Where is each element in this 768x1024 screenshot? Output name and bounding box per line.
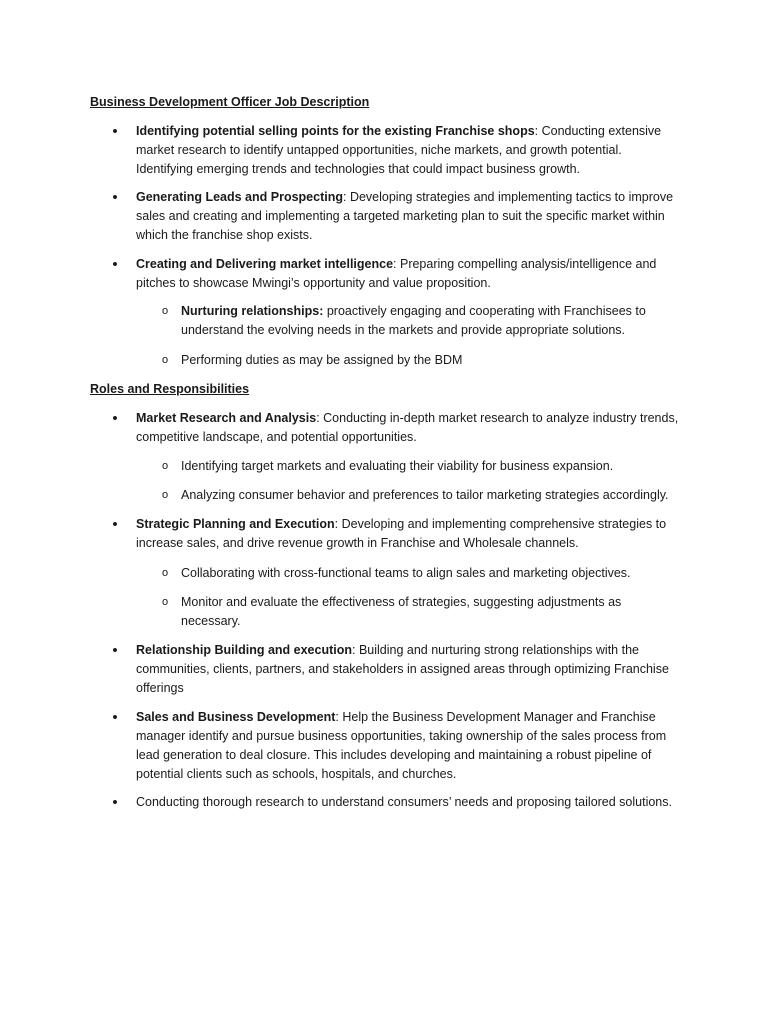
bullet-marker: •	[112, 189, 118, 206]
sub-list-item	[161, 302, 681, 340]
sub-list-item	[161, 457, 681, 476]
list-item	[112, 188, 681, 245]
item-text: : Help the Business Development Manager and Franchise manager identify and pursue business opportunities, taking ownership of the sales process from lead generation to deal closure. This includes developing and maintaining a robust pipeline of potential clients such as schools, hospitals, and churches.	[136, 710, 667, 781]
list-item	[112, 255, 681, 293]
bullet-marker: •	[112, 709, 118, 726]
sub-bullet-marker: o	[161, 489, 169, 501]
item-text: : Building and nurturing strong relationships with the communities, clients, partners, and stakeholders in assigned areas through optimizing Franchise offerings	[136, 643, 669, 695]
item-text: Identifying target markets and evaluating their viability for business expansion.	[181, 459, 614, 473]
item-lead: Generating Leads and Prospecting	[136, 190, 343, 204]
item-text: : Conducting extensive market research to identify untapped opportunities, niche markets, and growth potential. Identifying emerging trends and technologies that could impact business growth.	[136, 124, 662, 176]
item-text: Conducting thorough research to understand consumers’ needs and proposing tailored solutions.	[136, 795, 672, 809]
item-lead: Market Research and Analysis	[136, 411, 317, 425]
item-text: : Developing and implementing comprehensive strategies to increase sales, and drive revenue growth in Franchise and Wholesale channels.	[136, 517, 667, 550]
item-text: : Developing strategies and implementing tactics to improve sales and creating and implementing a targeted marketing plan to suit the specific market within which the franchise shop exists.	[136, 190, 674, 242]
sub-bullet-marker: o	[161, 567, 169, 579]
item-text: Performing duties as may be assigned by the BDM	[181, 353, 463, 367]
sub-bullet-marker: o	[161, 305, 169, 317]
bullet-marker: •	[112, 642, 118, 659]
item-lead: Creating and Delivering market intelligence	[136, 257, 394, 271]
item-text: proactively engaging and cooperating with Franchisees to understand the evolving needs in the markets and provide appropriate solutions.	[181, 304, 646, 337]
item-text: Analyzing consumer behavior and preferences to tailor marketing strategies accordingly.	[181, 488, 669, 502]
list-item	[112, 409, 681, 447]
item-lead: Identifying potential selling points for the existing Franchise shops	[136, 124, 535, 138]
sub-list-item	[161, 593, 681, 631]
bullet-marker: •	[112, 516, 118, 533]
bullet-marker: •	[112, 123, 118, 140]
item-lead: Strategic Planning and Execution	[136, 517, 335, 531]
sub-list-item	[161, 486, 681, 505]
bullet-marker: •	[112, 256, 118, 273]
item-text: : Conducting in-depth market research to analyze industry trends, competitive landscape, and potential opportunities.	[136, 411, 679, 444]
list-item	[112, 641, 681, 698]
sub-list-item	[161, 351, 681, 370]
item-lead: Relationship Building and execution	[136, 643, 352, 657]
bullet-marker: •	[112, 794, 118, 811]
list-item	[112, 122, 681, 179]
item-text: : Preparing compelling analysis/intelligence and pitches to showcase Mwingi’s opportunity and value proposition.	[136, 257, 657, 290]
item-text: Monitor and evaluate the effectiveness of strategies, suggesting adjustments as necessary.	[181, 595, 622, 628]
list-item	[112, 515, 681, 553]
list-item	[112, 793, 681, 812]
item-text: Collaborating with cross-functional teams to align sales and marketing objectives.	[181, 566, 631, 580]
job-description-heading: Business Development Officer Job Description	[90, 95, 370, 109]
roles-heading: Roles and Responsibilities	[90, 382, 250, 396]
bullet-marker: •	[112, 410, 118, 427]
sub-bullet-marker: o	[161, 354, 169, 366]
sub-list-item	[161, 564, 681, 583]
item-lead: Sales and Business Development	[136, 710, 336, 724]
list-item	[112, 708, 681, 784]
sub-bullet-marker: o	[161, 596, 169, 608]
sub-bullet-marker: o	[161, 460, 169, 472]
item-lead: Nurturing relationships:	[181, 304, 324, 318]
